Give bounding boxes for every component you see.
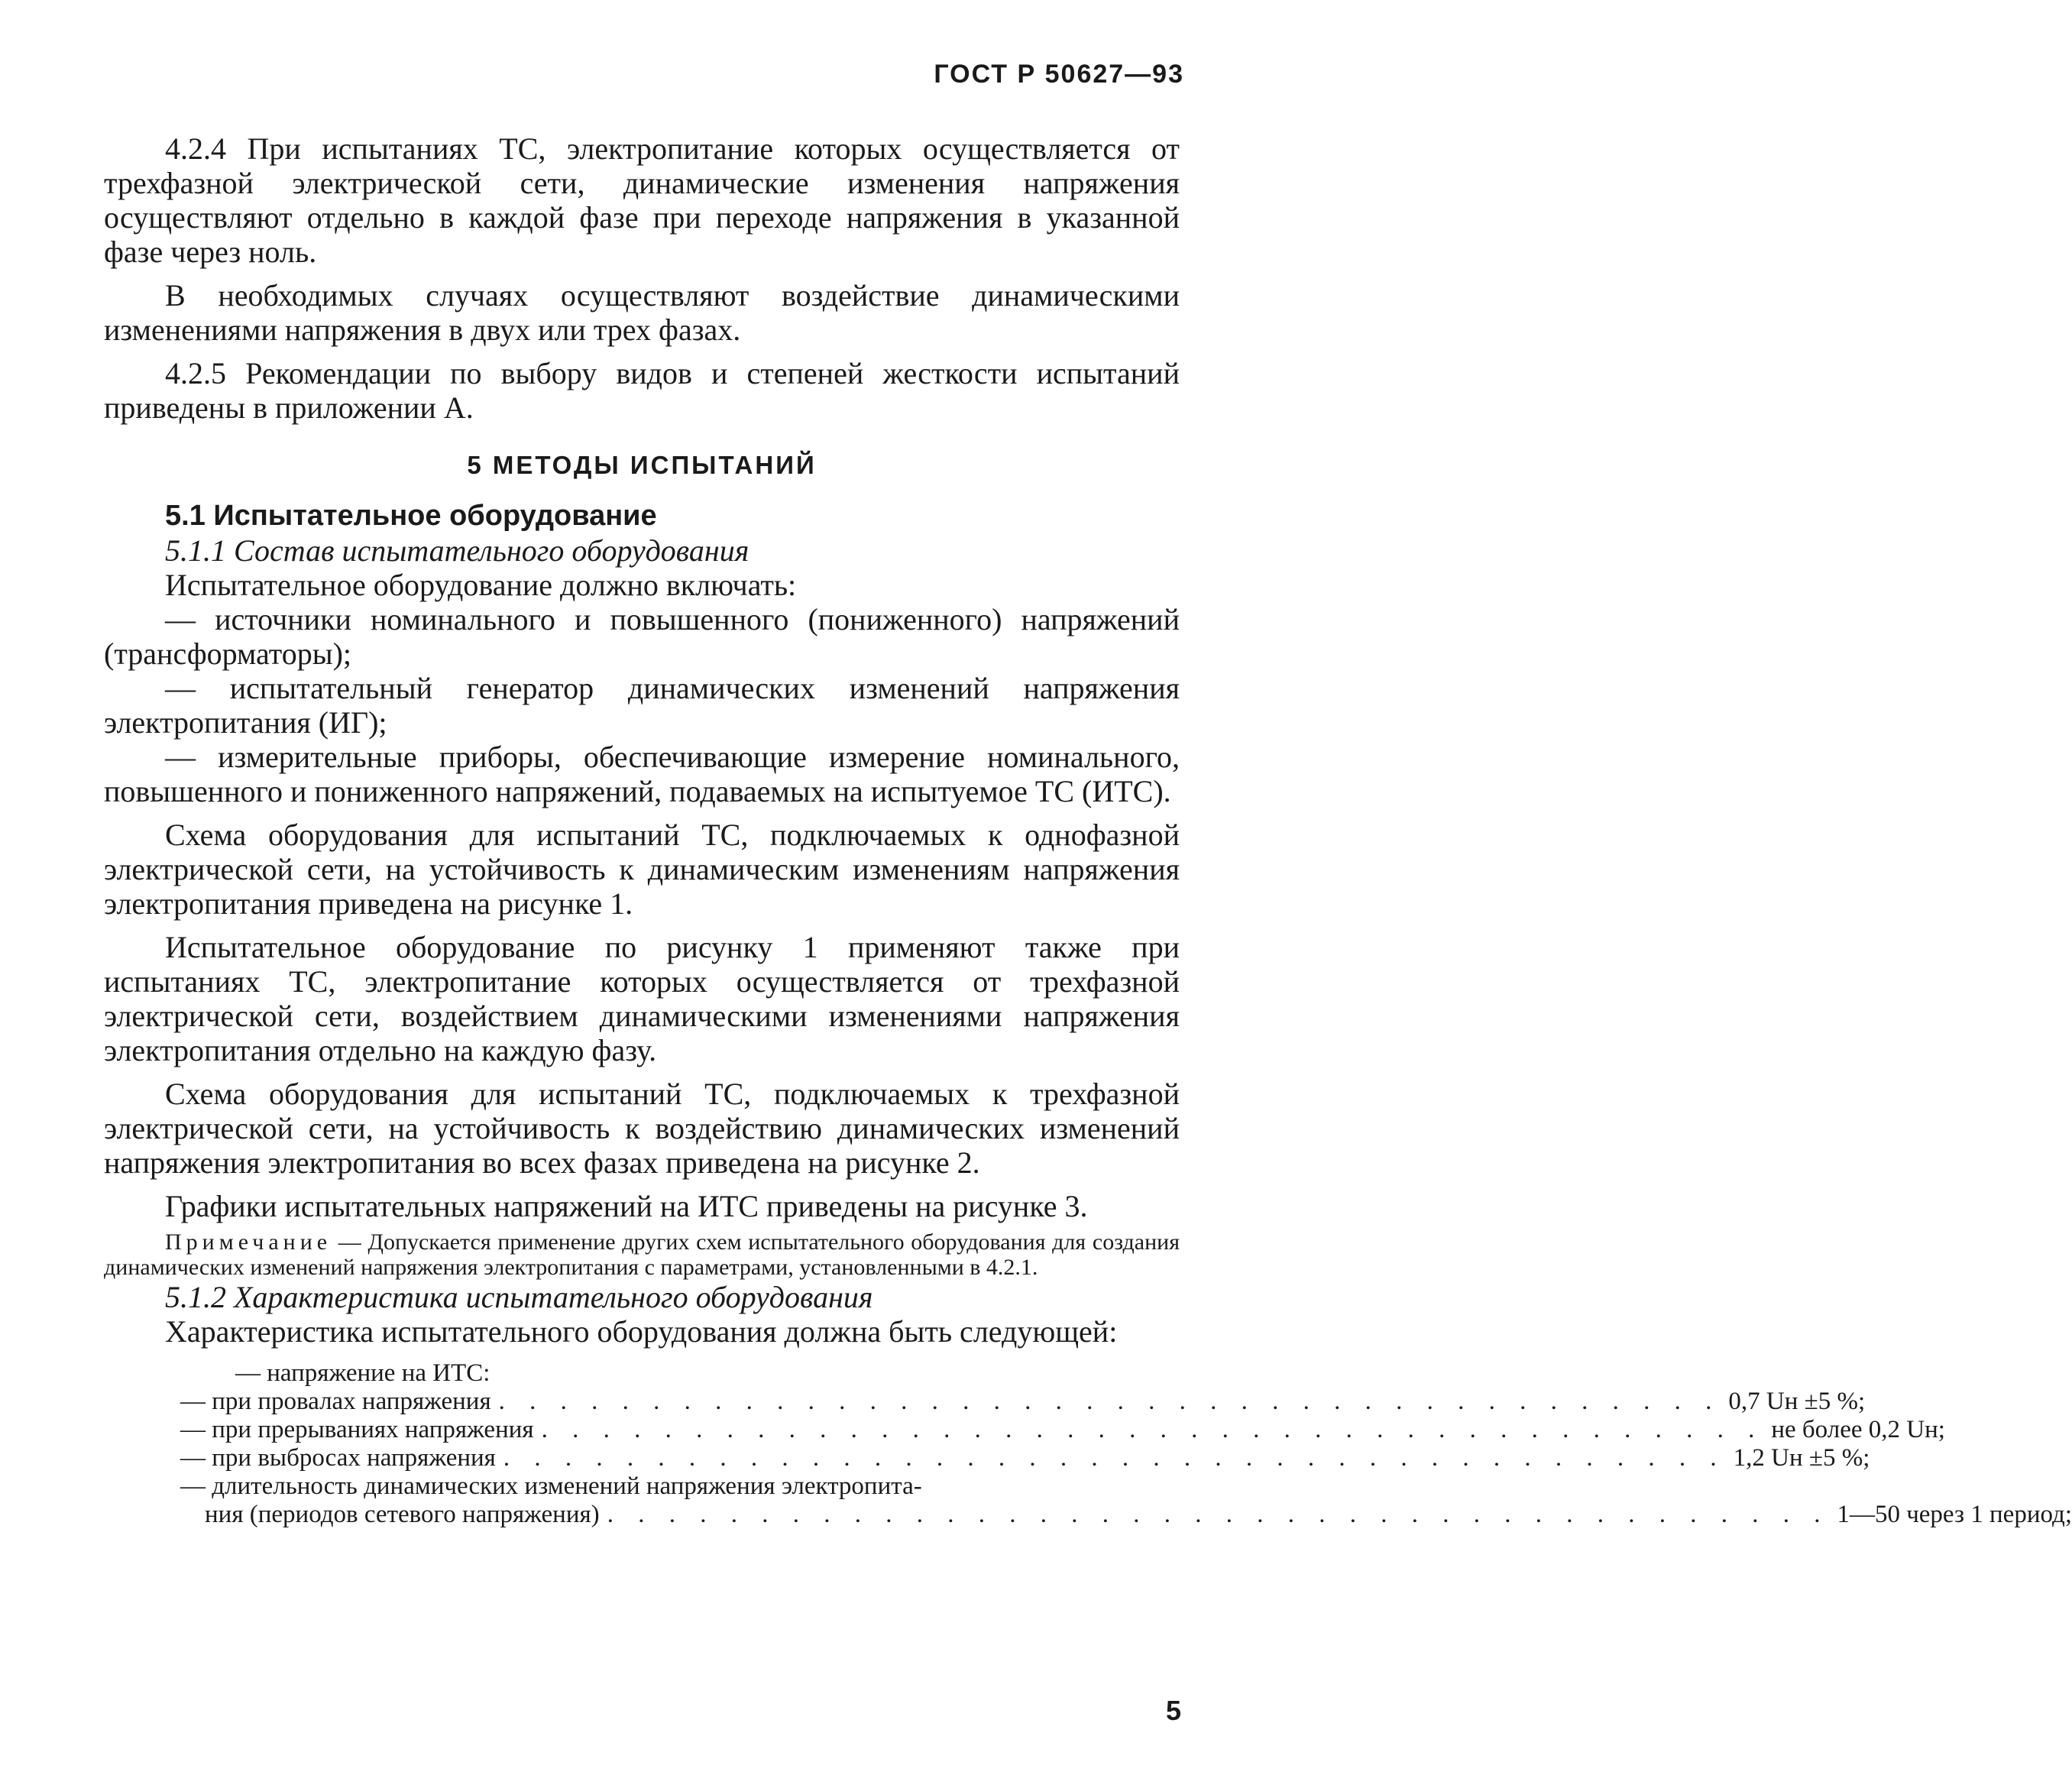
subsubsection-5-1-1-title: 5.1.1 Состав испытательного оборудования	[165, 533, 749, 568]
param-row-duration	[104, 1501, 2072, 1529]
section-title: 5 МЕТОДЫ ИСПЫТАНИЙ	[467, 451, 817, 479]
equipment-item-instruments: — измерительные приборы, обеспечивающие измерение номинального, повышенного и пониженного напряжений, подаваемых на испытуемое ТС (ИТС).	[104, 740, 1180, 808]
param-label: ния (периодов сетевого напряжения)	[205, 1501, 600, 1528]
document-header: ГОСТ Р 50627—93	[934, 60, 1184, 89]
paragraph-4-2-4: 4.2.4 При испытаниях ТС, электропитание которых осуществляется от трехфазной электрической сети, динамические изменения напряжения осуществляют отдельно в каждой фазе при переходе напряжения в указанной фазе через ноль.	[104, 131, 1180, 269]
param-row-surge	[104, 1444, 1870, 1472]
equipment-item-generator: — испытательный генератор динамических изменений напряжения электропитания (ИГ);	[104, 671, 1180, 740]
param-row-interrupt	[104, 1416, 1945, 1444]
subsection-title: 5.1 Испытательное оборудование	[165, 500, 657, 532]
voltage-intro: — напряжение на ИТС:	[235, 1359, 490, 1387]
paragraph-figure-1: Схема оборудования для испытаний ТС, подключаемых к однофазной электрической сети, на устойчивость к динамическим изменениям напряжения электропитания приведена на рисунке 1.	[104, 818, 1180, 921]
paragraph-figure-1-threephase: Испытательное оборудование по рисунку 1 применяют также при испытаниях ТС, электропитание которых осуществляется от трехфазной электрической сети, воздействием динамическими изменениями напряжения электропитания отдельно на каждую фазу.	[104, 930, 1180, 1067]
leader-dots: . . . . . . . . . . . . . . . . . . . . . . . . . . . . . . . . . . . . . . . .	[607, 1501, 1830, 1528]
leader-dots: . . . . . . . . . . . . . . . . . . . . . . . . . . . . . . . . . . . . . . . .	[503, 1444, 1726, 1472]
note-text: — Допускается применение других схем испытательного оборудования для создания динамических изменений напряжения электропитания с параметрами, установленными в 4.2.1.	[104, 1229, 1180, 1280]
param-value: 1—50 через 1 период;	[1837, 1501, 2072, 1528]
note	[104, 1229, 1180, 1280]
param-value: 0,7 Uн ±5 %;	[1728, 1388, 1866, 1415]
param-label: — при провалах напряжения	[180, 1388, 491, 1415]
leader-dots: . . . . . . . . . . . . . . . . . . . . . . . . . . . . . . . . . . . . . . . .	[541, 1416, 1764, 1443]
param-value: не более 0,2 Uн;	[1771, 1416, 1945, 1443]
param-duration-line: — длительность динамических изменений напряжения электропита-	[180, 1472, 922, 1500]
note-label: Примечание	[165, 1229, 332, 1255]
paragraph-4-2-4-cont: В необходимых случаях осуществляют воздействие динамическими изменениями напряжения в двух или трех фазах.	[104, 278, 1180, 347]
paragraph-4-2-5: 4.2.5 Рекомендации по выбору видов и степеней жесткости испытаний приведены в приложении А.	[104, 356, 1180, 425]
parameters-list	[104, 1359, 2072, 1529]
paragraph-figure-3: Графики испытательных напряжений на ИТС приведены на рисунке 3.	[165, 1189, 1088, 1223]
param-value: 1,2 Uн ±5 %;	[1733, 1444, 1870, 1472]
subsubsection-5-1-2-title: 5.1.2 Характеристика испытательного оборудования	[165, 1280, 873, 1314]
param-label: — при прерываниях напряжения	[180, 1416, 534, 1443]
leader-dots: . . . . . . . . . . . . . . . . . . . . . . . . . . . . . . . . . . . . . . . .	[498, 1388, 1721, 1415]
param-label: — при выбросах напряжения	[180, 1444, 496, 1472]
param-row-sag	[104, 1388, 1866, 1416]
document-body	[104, 131, 2072, 1529]
characteristics-intro: Характеристика испытательного оборудования должна быть следующей:	[165, 1314, 1118, 1349]
paragraph-figure-2: Схема оборудования для испытаний ТС, подключаемых к трехфазной электрической сети, на устойчивость к воздействию динамических изменений напряжения электропитания во всех фазах приведена на рисунке 2.	[104, 1077, 1180, 1180]
page-number: 5	[1165, 1695, 1181, 1726]
equipment-item-sources: — источники номинального и повышенного (пониженного) напряжений (трансформаторы);	[104, 602, 1180, 671]
equipment-intro: Испытательное оборудование должно включать:	[165, 568, 797, 602]
